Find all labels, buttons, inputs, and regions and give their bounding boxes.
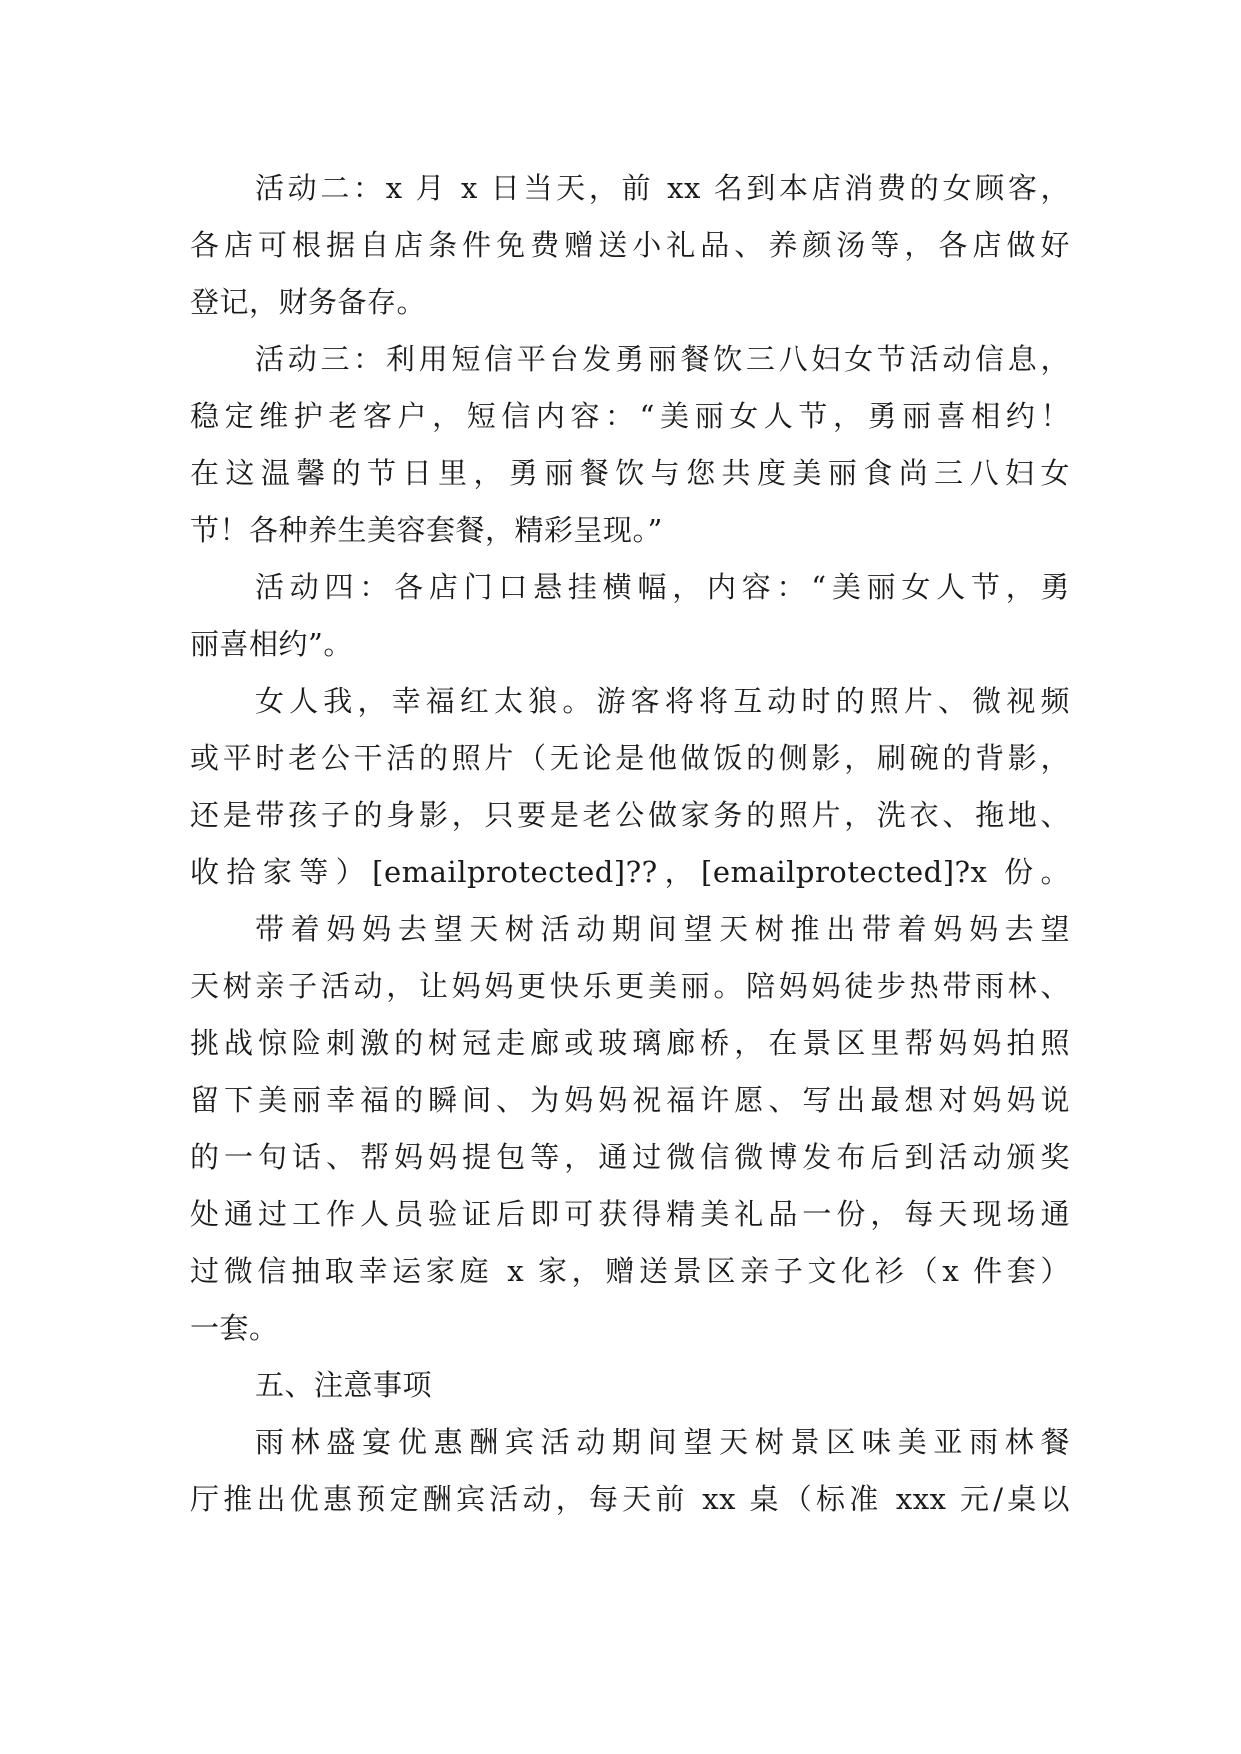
text-line: 一套。 [190,1311,279,1345]
section-heading: 五、注意事项 [255,1368,433,1402]
text-line: 丽喜相约”。 [190,627,353,661]
text-line: 收拾家等）[emailprotected]??，[emailprotected]?x 份。 [190,855,1070,889]
text-line: 留下美丽幸福的瞬间、为妈妈祝福许愿、写出最想对妈妈说 [190,1083,1070,1117]
text-line: 节！各种养生美容套餐，精彩呈现。” [190,513,663,547]
text-line: 女人我，幸福红太狼。游客将将互动时的照片、微视频 [255,684,1070,718]
text-line: 活动三：利用短信平台发勇丽餐饮三八妇女节活动信息， [255,342,1070,376]
text-line: 还是带孩子的身影，只要是老公做家务的照片，洗衣、拖地、 [190,798,1070,832]
text-line: 稳定维护老客户，短信内容：“美丽女人节，勇丽喜相约！ [190,399,1070,433]
text-line: 各店可根据自店条件免费赠送小礼品、养颜汤等，各店做好 [190,228,1070,262]
text-line: 登记，财务备存。 [190,285,427,319]
text-line: 天树亲子活动，让妈妈更快乐更美丽。陪妈妈徒步热带雨林、 [190,969,1070,1003]
text-line: 过微信抽取幸运家庭 x 家，赠送景区亲子文化衫（x 件套） [190,1254,1070,1288]
text-line: 在这温馨的节日里，勇丽餐饮与您共度美丽食尚三八妇女 [190,456,1070,490]
text-line: 或平时老公干活的照片（无论是他做饭的侧影，刷碗的背影， [190,741,1070,775]
text-line: 厅推出优惠预定酬宾活动，每天前 xx 桌（标准 xxx 元/桌以 [190,1482,1070,1516]
text-line: 带着妈妈去望天树活动期间望天树推出带着妈妈去望 [255,912,1070,946]
text-line: 活动四：各店门口悬挂横幅，内容：“美丽女人节，勇 [255,570,1070,604]
text-line: 的一句话、帮妈妈提包等，通过微信微博发布后到活动颁奖 [190,1140,1070,1174]
text-line: 活动二：x 月 x 日当天，前 xx 名到本店消费的女顾客， [255,171,1070,205]
text-line: 挑战惊险刺激的树冠走廊或玻璃廊桥，在景区里帮妈妈拍照 [190,1026,1070,1060]
text-line: 雨林盛宴优惠酬宾活动期间望天树景区味美亚雨林餐 [255,1425,1070,1459]
text-line: 处通过工作人员验证后即可获得精美礼品一份，每天现场通 [190,1197,1070,1231]
